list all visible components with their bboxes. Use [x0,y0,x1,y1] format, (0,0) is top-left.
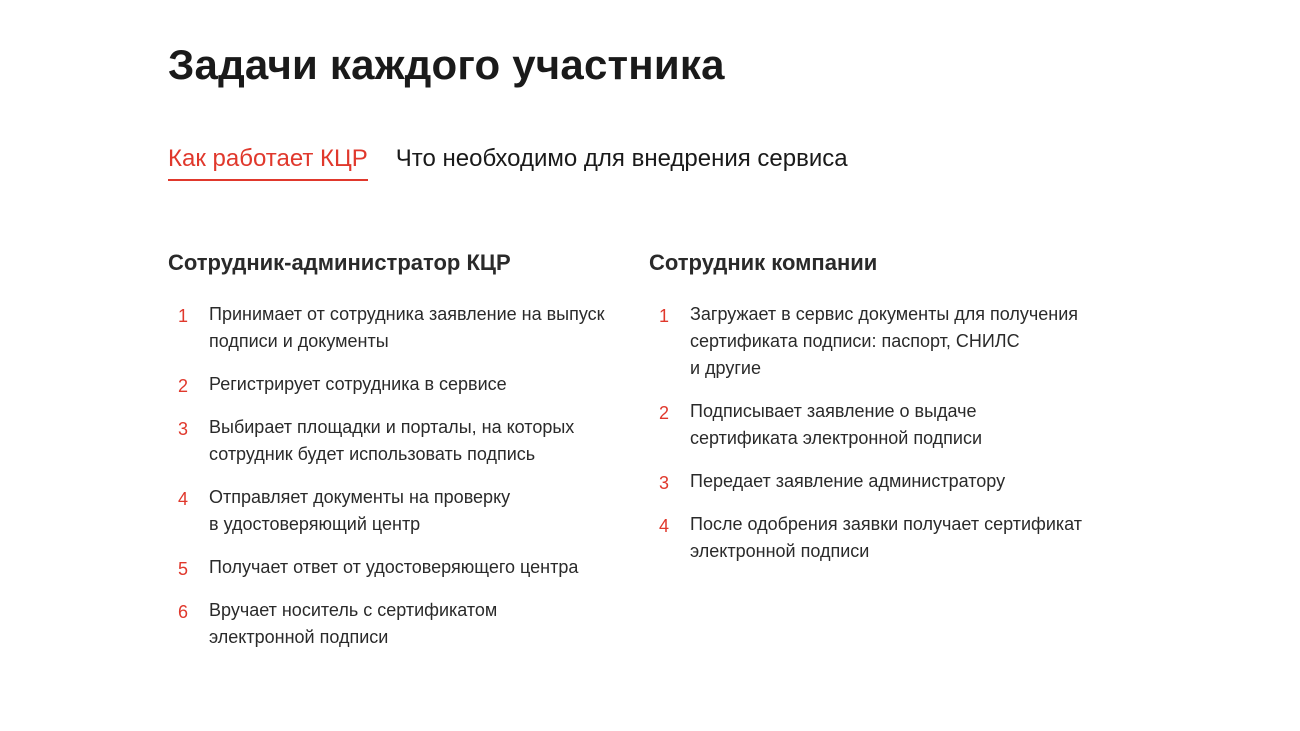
step-text: После одобрения заявки получает сертификат электронной подписи [690,514,1083,561]
step-item [168,484,628,538]
step-item [168,597,628,651]
step-text: Передает заявление администратору [690,471,1006,491]
step-item [649,468,1109,495]
step-text: Принимает от сотрудника заявление на выпуск подписи и документы [209,304,605,351]
step-item [649,511,1109,565]
column-kcr-administrator [168,248,628,667]
step-number: 2 [659,403,670,423]
step-item [168,301,628,355]
step-text: Вручает носитель с сертификатом электронной подписи [209,600,498,647]
step-text: Регистрирует сотрудника в сервисе [209,374,507,394]
page-title: Задачи каждого участника [168,41,725,88]
step-text: Подписывает заявление о выдаче сертификата электронной подписи [690,401,983,448]
column-heading: Сотрудник-администратор КЦР [168,250,511,275]
step-number: 3 [178,419,189,439]
step-number: 2 [178,376,189,396]
step-text: Загружает в сервис документы для получения сертификата подписи: паспорт, СНИЛС и другие [690,304,1079,378]
step-text: Выбирает площадки и порталы, на которых сотрудник будет использовать подпись [209,417,575,464]
tab-implementation-requirements[interactable]: Что необходимо для внедрения сервиса [395,145,848,172]
tab-bar [168,143,848,181]
step-number: 6 [178,602,189,622]
step-text: Отправляет документы на проверку в удостоверяющий центр [209,487,511,534]
step-number: 1 [178,306,189,326]
steps-list [649,301,1109,565]
step-number: 5 [178,559,189,579]
step-item [168,414,628,468]
column-company-employee [649,248,1109,581]
step-number: 1 [659,306,670,326]
step-number: 3 [659,473,670,493]
tab-how-kcr-works[interactable]: Как работает КЦР [168,143,368,181]
step-item [649,398,1109,452]
step-number: 4 [178,489,189,509]
steps-list [168,301,628,651]
column-heading: Сотрудник компании [649,250,878,275]
step-text: Получает ответ от удостоверяющего центра [209,557,579,577]
step-item [649,301,1109,382]
step-item [168,371,628,398]
step-item [168,554,628,581]
step-number: 4 [659,516,670,536]
